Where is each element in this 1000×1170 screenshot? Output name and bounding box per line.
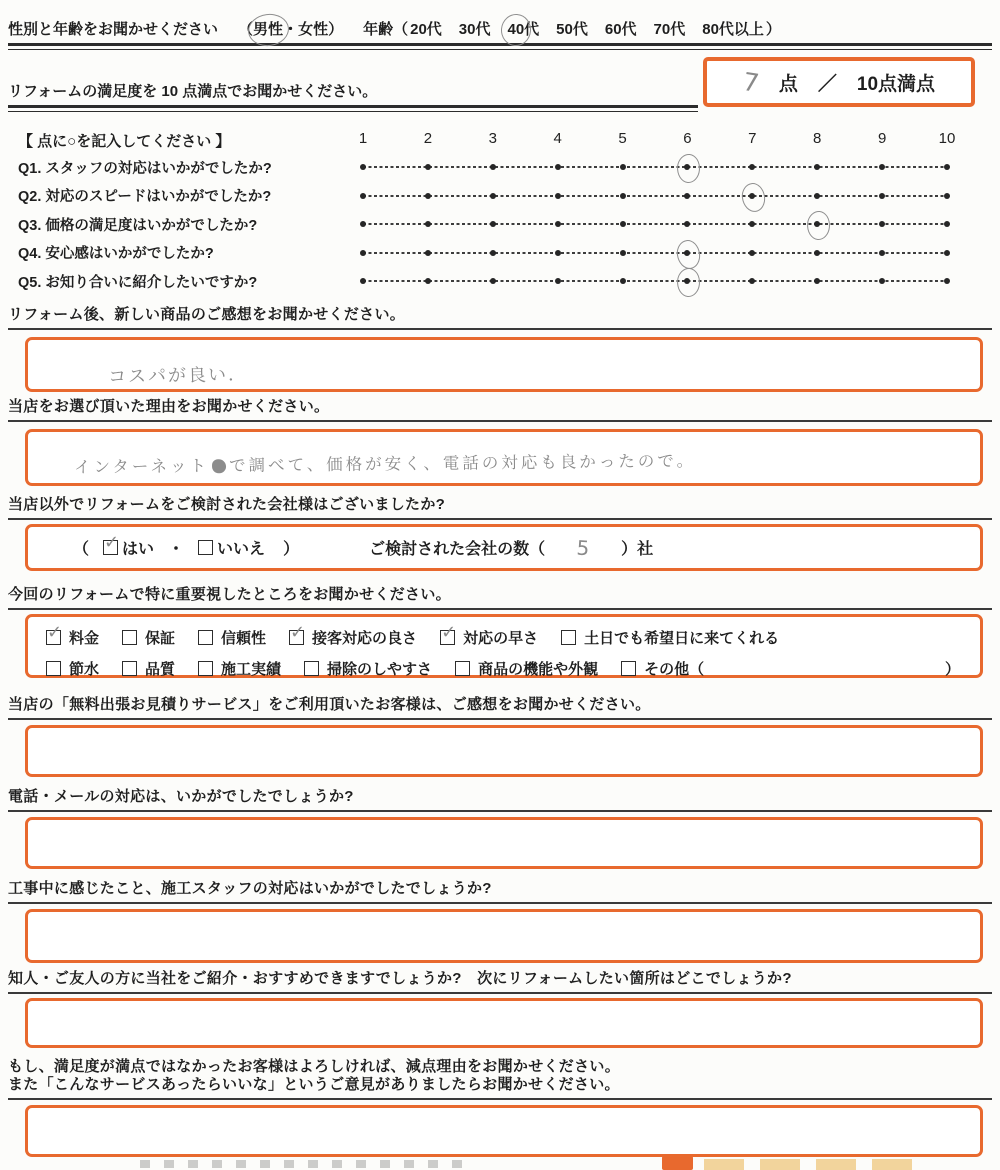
scale-dot	[360, 221, 366, 227]
scale-dot	[620, 164, 626, 170]
age-option: 60代	[604, 21, 637, 38]
double-rule	[8, 105, 698, 112]
checkbox-icon	[198, 630, 213, 645]
score-box	[703, 57, 975, 107]
scale-number: 9	[877, 130, 887, 147]
scale-instruction: 【 点に○を記入してください 】	[18, 133, 231, 150]
age-close-paren: ）	[765, 21, 781, 38]
priorities-heading: 今回のリフォームで特に重要視したところをお聞かせください。	[8, 586, 992, 610]
yes-label: はい	[122, 541, 155, 558]
scale-dot	[814, 164, 820, 170]
company-count-close: ）社	[621, 541, 654, 558]
scale-dot	[555, 221, 561, 227]
scale-dot	[490, 221, 496, 227]
scale-dot	[944, 250, 950, 256]
checkbox-icon	[621, 661, 636, 676]
section-product-feedback	[8, 306, 992, 392]
scale-dot-line	[360, 267, 950, 296]
checkbox-checked-icon	[289, 630, 304, 645]
checkbox-icon	[561, 630, 576, 645]
priority-label: その他（	[644, 661, 705, 678]
priority-option	[455, 658, 598, 679]
priority-row	[46, 627, 964, 648]
scribble-mark	[212, 459, 226, 473]
checkbox-icon	[46, 661, 61, 676]
scale-dot	[555, 193, 561, 199]
priorities-box	[25, 614, 983, 678]
scale-number: 10	[938, 130, 956, 147]
scale-question-row	[8, 182, 992, 211]
section-priorities	[8, 586, 992, 678]
phone-heading: 電話・メールの対応は、いかがでしたでしょうか?	[8, 788, 992, 812]
double-rule	[8, 43, 992, 50]
scale-number: 4	[553, 130, 562, 147]
priority-other-close-paren: ）	[944, 661, 960, 678]
score-circle-mark	[676, 153, 701, 184]
priority-option	[561, 627, 779, 648]
scale-number: 2	[423, 130, 433, 147]
section-competitors	[8, 496, 992, 571]
priority-option	[122, 627, 175, 648]
footer-logo-text-marks	[704, 1159, 922, 1170]
competitors-answer-box	[25, 524, 983, 571]
scale-question-row	[8, 239, 992, 268]
deduction-heading-line1: もし、満足度が満点ではなかったお客様はよろしければ、減点理由をお聞かせください。	[8, 1058, 621, 1075]
scale-dot	[555, 278, 561, 284]
scale-dot	[425, 221, 431, 227]
priority-label: 信頼性	[221, 630, 267, 647]
score-max: 10点満点	[856, 73, 936, 95]
footer-clipped-text-marks	[140, 1160, 470, 1168]
age-option: 70代	[653, 21, 686, 38]
scale-dot	[620, 193, 626, 199]
scale-question-label: Q4. 安心感はいかがでしたか?	[18, 246, 214, 263]
demographics-question-row	[8, 18, 992, 39]
checkbox-yes	[103, 540, 118, 555]
section-reason	[8, 398, 992, 486]
handwritten-reason-answer	[74, 444, 980, 477]
priority-rows	[28, 617, 980, 697]
scale-question-row	[8, 153, 992, 182]
scale-dot	[425, 164, 431, 170]
section-demographics	[8, 18, 992, 50]
footer-logo-square	[662, 1156, 693, 1170]
handwritten-score: 7	[740, 66, 762, 98]
gender-separator: ・	[283, 21, 299, 38]
priority-option	[46, 627, 99, 648]
dotted-line	[363, 252, 947, 254]
deduction-answer-box	[25, 1105, 983, 1157]
scale-dot	[749, 250, 755, 256]
priority-option	[46, 658, 99, 679]
scale-dot	[360, 278, 366, 284]
handwritten-deduction-answer	[108, 1115, 980, 1130]
age-label: 年齢（	[363, 21, 409, 38]
checkbox-no	[198, 540, 213, 555]
scale-dot	[879, 221, 885, 227]
handwritten-company-count: 5	[575, 535, 591, 560]
scale-dot	[684, 221, 690, 227]
section-referral	[8, 970, 992, 1048]
scale-dot	[814, 250, 820, 256]
priority-label: 施工実績	[221, 661, 282, 678]
checkbox-icon	[122, 661, 137, 676]
open-paren: （	[73, 541, 90, 558]
no-label: いいえ	[217, 541, 266, 558]
scale-dot	[749, 164, 755, 170]
estimate-heading: 当店の「無料出張お見積りサービス」をご利用頂いたお客様は、ご感想をお聞かせください。	[8, 696, 992, 720]
reason-answer-part2: で調べて、価格が安く、電話の対応も良かったので。	[228, 451, 697, 476]
handwritten-estimate-answer	[108, 735, 980, 750]
scale-dot	[620, 278, 626, 284]
section-phone-mail	[8, 788, 992, 869]
priority-label: 料金	[69, 630, 100, 647]
section-deduction	[8, 1058, 992, 1157]
age-option: 20代	[410, 21, 442, 38]
gender-group	[238, 18, 343, 39]
priority-option	[440, 627, 538, 648]
company-count-label: ご検討された会社の数（	[369, 541, 546, 558]
handwritten-referral-answer	[108, 1008, 980, 1023]
scale-dot	[879, 278, 885, 284]
score-unit: 点	[778, 73, 798, 95]
scale-number: 8	[813, 130, 822, 147]
priority-label: 対応の早さ	[463, 630, 539, 647]
age-option: 80代以上	[702, 21, 764, 38]
close-paren: ）	[283, 541, 300, 558]
handwritten-phone-answer	[108, 827, 980, 842]
checkbox-checked-icon	[46, 630, 61, 645]
scale-dot	[814, 193, 820, 199]
scale-number: 7	[748, 130, 757, 147]
competitors-heading: 当店以外でリフォームをご検討された会社様はございましたか?	[8, 496, 992, 520]
priority-label: 品質	[145, 661, 176, 678]
phone-answer-box	[25, 817, 983, 869]
scale-dot-line	[360, 153, 950, 182]
scale-question-label: Q1. スタッフの対応はいかがでしたか?	[18, 160, 272, 177]
scale-number: 6	[683, 130, 692, 147]
scale-dot	[879, 250, 885, 256]
scale-dot	[684, 193, 690, 199]
dotted-line	[363, 223, 947, 225]
scale-dot	[879, 164, 885, 170]
gender-open-paren: （	[238, 21, 254, 38]
referral-heading: 知人・ご友人の方に当社をご紹介・おすすめできますでしょうか? 次にリフォームしたい箇所はどこでしょうか?	[8, 970, 992, 994]
scale-question-row	[8, 267, 992, 296]
scale-dot	[360, 193, 366, 199]
section-estimate-service	[8, 696, 992, 777]
scale-dot	[620, 221, 626, 227]
scale-dot	[814, 278, 820, 284]
age-option: 40代	[507, 18, 539, 39]
section-construction	[8, 880, 992, 963]
gender-close-paren: ）	[328, 21, 344, 38]
priority-option	[198, 627, 266, 648]
priority-label: 接客対応の良さ	[312, 630, 418, 647]
priority-label: 保証	[145, 630, 176, 647]
referral-answer-box	[25, 998, 983, 1048]
scale-dot	[490, 278, 496, 284]
scale-number: 5	[618, 130, 627, 147]
construction-heading: 工事中に感じたこと、施工スタッフの対応はいかがでしたでしょうか?	[8, 880, 992, 904]
scale-dot	[360, 250, 366, 256]
scale-dot	[944, 193, 950, 199]
satisfaction-question: リフォームの満足度を 10 点満点でお聞かせください。	[8, 83, 378, 100]
scale-dot	[425, 193, 431, 199]
priority-row	[46, 658, 964, 679]
scale-dot	[425, 250, 431, 256]
reason-answer-box	[25, 429, 983, 486]
score-circle-mark	[740, 181, 766, 213]
scale-question-label: Q5. お知り合いに紹介したいですか?	[18, 274, 258, 291]
scale-dot	[944, 221, 950, 227]
scale-dot-line	[360, 239, 950, 268]
deduction-heading-line2: また「こんなサービスあったらいいな」というご意見がありましたらお聞かせください。	[8, 1076, 620, 1093]
score-circle-mark	[675, 238, 701, 270]
scale-dot	[555, 164, 561, 170]
scale-numbers	[358, 128, 956, 153]
checkbox-icon	[304, 661, 319, 676]
reason-answer-part1: インターネット	[73, 456, 210, 477]
checkbox-icon	[198, 661, 213, 676]
priority-option	[122, 658, 175, 679]
demographics-question: 性別と年齢をお聞かせください	[8, 21, 219, 38]
reason-heading: 当店をお選び頂いた理由をお聞かせください。	[8, 398, 992, 422]
checkbox-checked-icon	[440, 630, 455, 645]
scale-number: 1	[358, 130, 368, 147]
handwritten-construction-answer	[108, 919, 980, 934]
scale-dot	[360, 164, 366, 170]
scale-dot	[944, 164, 950, 170]
gender-option-male: 男性	[253, 18, 283, 39]
age-options	[410, 18, 764, 39]
gender-option-female: 女性	[298, 21, 329, 38]
scale-dot	[749, 278, 755, 284]
scale-dot	[944, 278, 950, 284]
age-option: 50代	[556, 21, 588, 38]
priority-label: 商品の機能や外観	[478, 661, 599, 678]
scale-dot	[425, 278, 431, 284]
priority-option	[621, 658, 964, 679]
priority-option	[198, 658, 281, 679]
priority-label: 節水	[69, 661, 100, 678]
dotted-line	[363, 195, 947, 197]
priority-option	[289, 627, 417, 648]
dotted-line	[363, 280, 947, 282]
score-slash: ／	[817, 73, 837, 95]
priority-label: 掃除のしやすさ	[327, 661, 433, 678]
product-heading: リフォーム後、新しい商品のご感想をお聞かせください。	[8, 306, 992, 330]
section-rating-scale	[8, 128, 992, 296]
scale-dot	[555, 250, 561, 256]
checkbox-icon	[455, 661, 470, 676]
scale-question-label: Q2. 対応のスピードはいかがでしたか?	[18, 189, 272, 206]
dotted-line	[363, 166, 947, 168]
scale-dot	[620, 250, 626, 256]
scale-dot	[879, 193, 885, 199]
scale-question-row	[8, 210, 992, 239]
age-group	[363, 18, 781, 39]
scale-dot-line	[360, 182, 950, 211]
score-circle-mark	[676, 267, 701, 298]
scale-dot	[490, 193, 496, 199]
deduction-heading	[8, 1058, 992, 1100]
handwritten-product-answer: コスパが良い．	[107, 364, 249, 388]
checkbox-icon	[122, 630, 137, 645]
score-circle-mark	[805, 210, 830, 241]
product-answer-box	[25, 337, 983, 392]
scale-dot	[490, 164, 496, 170]
scale-dot	[749, 221, 755, 227]
scale-question-label: Q3. 価格の満足度はいかがでしたか?	[18, 217, 258, 234]
construction-answer-box	[25, 909, 983, 963]
separator-dot: ・	[168, 541, 185, 558]
scale-dot	[490, 250, 496, 256]
scale-rows	[8, 153, 992, 296]
priority-label: 土日でも希望日に来てくれる	[584, 630, 780, 647]
scale-header-row	[8, 128, 992, 153]
priority-option	[304, 658, 432, 679]
scale-number: 3	[488, 130, 497, 147]
estimate-answer-box	[25, 725, 983, 777]
age-option: 30代	[458, 21, 491, 38]
scale-dot-line	[360, 210, 950, 239]
